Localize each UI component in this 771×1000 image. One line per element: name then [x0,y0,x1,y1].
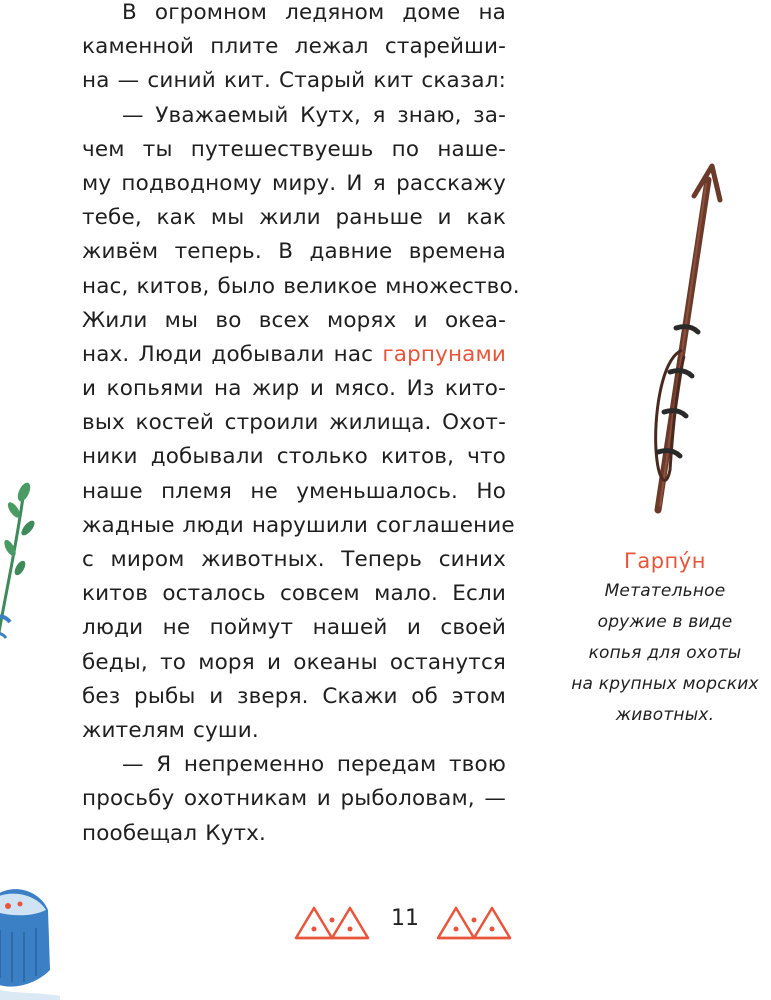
story-text [82,0,520,851]
triangle-ornament-icon [294,902,372,942]
story-line: жадные люди нарушили соглашение [82,512,515,538]
story-line: — Уважаемый Кутх, я знаю, за- [122,102,506,128]
story-line: нах. Люди добывали нас гарпунами [82,341,506,367]
ice-icon [0,870,60,1000]
note-line: копья для охоты [588,643,742,663]
story-line: китов осталось совсем мало. Если [82,581,506,607]
note-line: оружие в виде [597,612,733,632]
story-line: вых костей строили жилища. Охот- [82,410,506,436]
story-line: наше племя не уменьшалось. Но [82,478,506,504]
glossary-term-link[interactable]: гарпунами [382,341,506,367]
page-number: 11 [391,906,419,931]
story-line: нас, китов, было великое множество. [82,273,520,299]
story-line: просьбу охотникам и рыболовам, — [82,786,506,812]
story-line: пообещал Кутх. [82,820,267,846]
story-line: с миром животных. Теперь синих [82,547,506,572]
story-line: — Я непременно передам твою [122,752,506,778]
glossary-note [560,546,770,731]
story-line: без рыбы и зверя. Скажи об этом [82,683,506,709]
harpoon-icon [600,160,740,530]
story-line: тебе, как мы жили раньше и как [82,205,506,231]
story-line: Жили мы во всех морях и океа- [82,307,506,333]
story-line: В огромном ледяном доме на [122,0,506,25]
story-line: му подводному миру. И я расскажу [82,170,506,196]
story-line: жителям суши. [82,717,259,743]
plant-icon [0,470,50,670]
note-line: Метательное [604,581,726,601]
story-line: и копьями на жир и мясо. Из кито- [82,376,506,402]
triangle-ornament-icon [436,902,514,942]
note-line: животных. [615,705,715,725]
note-line: на крупных морских [571,674,759,694]
story-line: беды, то моря и океаны останутся [82,649,506,675]
story-line: каменной плите лежал старейши- [82,34,506,60]
story-line: живём теперь. В давние времена [82,239,506,265]
story-line: чем ты путешествуешь по наше- [82,136,506,162]
story-line: ники добывали столько китов, что [82,444,506,470]
story-line: на — синий кит. Старый кит сказал: [82,68,506,94]
note-title: Гарпу́н [624,549,706,573]
story-line: люди не поймут нашей и своей [82,615,506,641]
